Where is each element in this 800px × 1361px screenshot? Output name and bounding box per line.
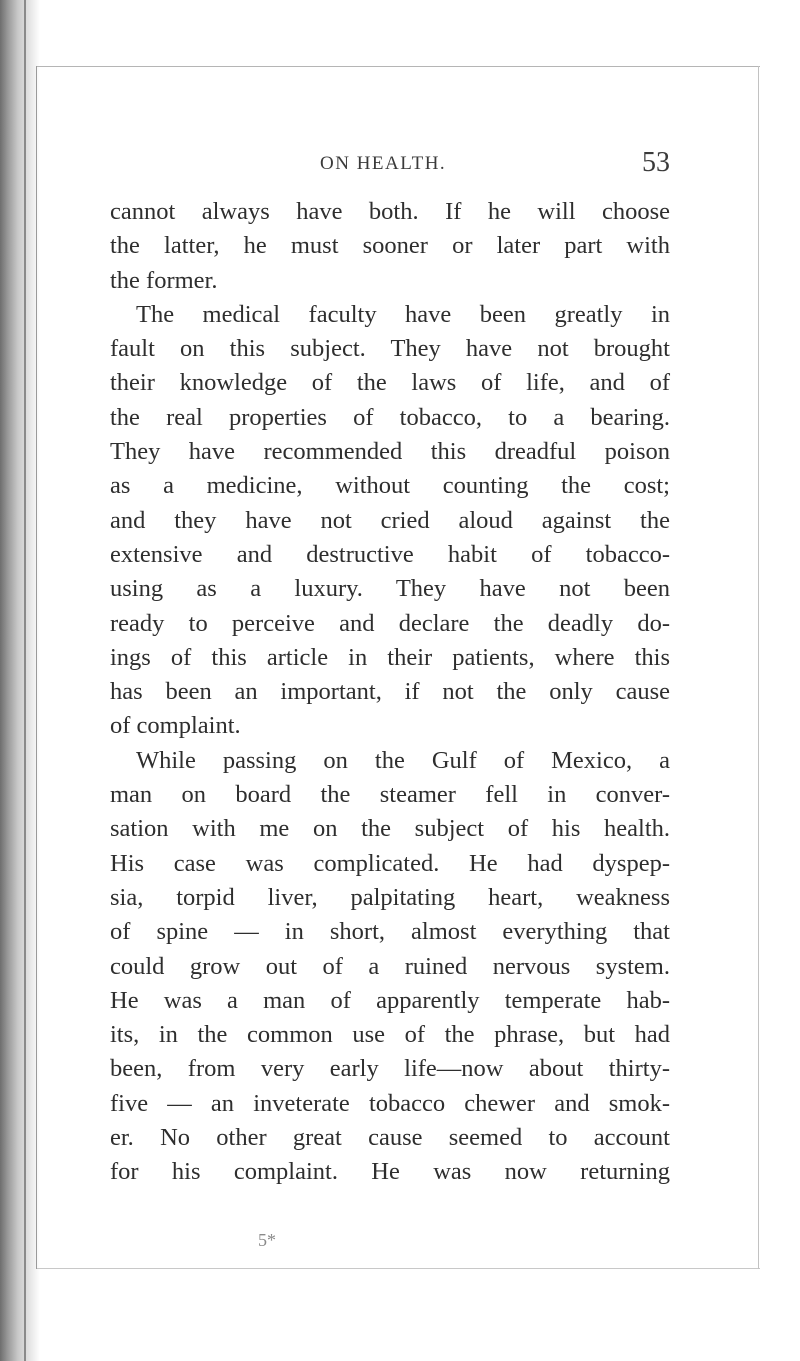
page-edge-right (758, 66, 759, 1269)
page-edge-left (36, 66, 37, 1269)
text-line: While passing on the Gulf of Mexico, a (136, 746, 670, 774)
text-line: the latter, he must sooner or later part with (110, 232, 670, 260)
text-line: His case was complicated. He had dyspep- (110, 849, 670, 877)
text-line: man on board the steamer fell in conver- (110, 781, 670, 809)
gutter-line (24, 0, 26, 1361)
text-line: He was a man of apparently temperate hab- (110, 986, 670, 1014)
text-line: been, from very early life—now about thirty- (110, 1055, 670, 1083)
text-line: could grow out of a ruined nervous system. (110, 952, 670, 980)
text-line: the real properties of tobacco, to a bearing. (110, 403, 670, 431)
text-line: and they have not cried aloud against the (110, 506, 670, 534)
running-head (110, 147, 670, 187)
text-line: er. No other great cause seemed to account (110, 1124, 670, 1152)
text-line: of spine — in short, almost everything that (110, 918, 670, 946)
signature-mark: 5* (258, 1230, 276, 1250)
text-line: The medical faculty have been greatly in (136, 300, 670, 328)
text-line: sation with me on the subject of his health. (110, 815, 670, 843)
text-line: of complaint. (110, 712, 241, 740)
text-line: its, in the common use of the phrase, but had (110, 1021, 670, 1049)
text-line: fault on this subject. They have not brought (110, 335, 670, 363)
text-line: sia, torpid liver, palpitating heart, weakness (110, 883, 670, 911)
page-number: 53 (642, 147, 670, 178)
text-line: as a medicine, without counting the cost; (110, 472, 670, 500)
text-line: cannot always have both. If he will choose (110, 198, 670, 225)
binding-gutter (0, 0, 40, 1361)
text-line: for his complaint. He was now returning (110, 1158, 670, 1186)
text-line: They have recommended this dreadful poison (110, 438, 670, 466)
text-line: their knowledge of the laws of life, and of (110, 369, 670, 397)
page-edge-bottom (36, 1268, 760, 1269)
text-line: five — an inveterate tobacco chewer and smok- (110, 1089, 670, 1117)
running-head-title: ON HEALTH. (320, 153, 447, 174)
text-line: ings of this article in their patients, where this (110, 643, 670, 671)
text-line: using as a luxury. They have not been (110, 575, 670, 603)
page-edge-top (36, 66, 760, 67)
text-line: extensive and destructive habit of tobacco- (110, 540, 670, 568)
text-line: the former. (110, 266, 218, 294)
text-line: has been an important, if not the only cause (110, 678, 670, 706)
text-line: ready to perceive and declare the deadly do- (110, 609, 670, 637)
body-text (110, 195, 670, 1190)
